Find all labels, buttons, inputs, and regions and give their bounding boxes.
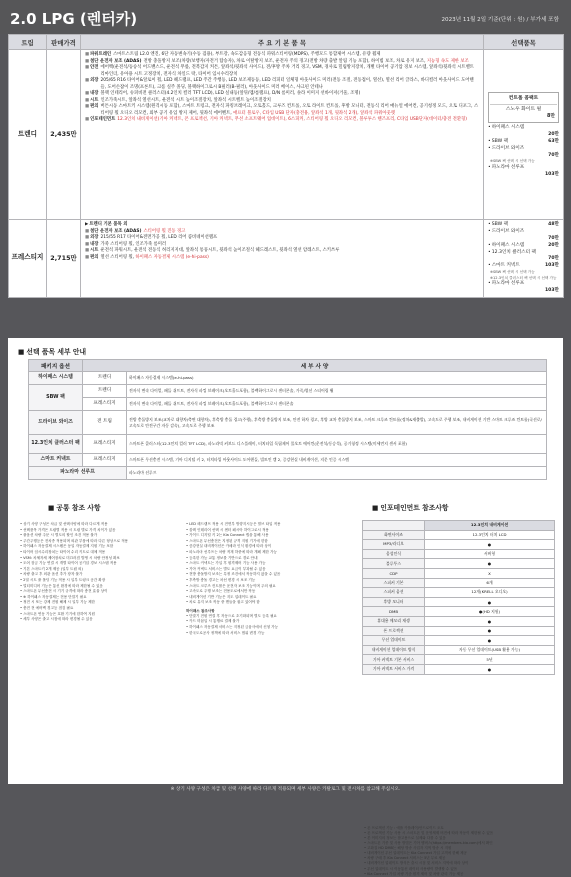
note-item: • VSM: 차체자세 제어장치로 미끄러짐 발생 시 차량 안정성 확보 (20, 556, 180, 561)
trim-specs (81, 220, 484, 298)
spec-value: 5년 (425, 655, 555, 665)
option-item[interactable]: • 드라이브 와이즈 70만 (487, 229, 560, 243)
note-item: • ※ 하이패스 자동결제는 전용 단말기 필요 (20, 595, 180, 600)
note-item: • 블랙 인테리어 선택 시 센터 페시아 하이그로시 적용 (186, 528, 348, 533)
option-color-box[interactable]: 컨트롤 콤팩트 스노우 화이트 펄 8만 (488, 92, 559, 123)
spec-line: ■ 시트 인조가죽시트, 앞좌석 열선시트, 운전석 시트 높이조절장치, 앞좌석 시트벨트 높이조절장치 (85, 98, 479, 105)
table-row (363, 607, 555, 617)
section-title: ■ 선택 품목 세부 안내 (18, 346, 86, 356)
spec-label: 화면사이즈 (363, 530, 425, 540)
col-header-basic-items: 주 요 기 본 품 목 (81, 35, 484, 50)
spec-line: ■ 편의 열선 스티어링 휠, 하이패스 자동결제 시스템 (e-hi-pass) (85, 255, 479, 262)
spec-label: 내비게이션 업데이트 방식 (363, 645, 425, 655)
spec-value: ● (425, 559, 555, 569)
spec-label: 기아 커넥트 기본 서비스 (363, 655, 425, 665)
price-table (8, 34, 564, 298)
col-header-price: 판매가격 (47, 35, 81, 50)
spec-line: ■ 내장 블랙 인테리어, 슈퍼비전 클러스터(4.2인치 컬러 TFT LCD), LED 실내등(앞뒤/맵/룸램프), D/N 룸미러, 솔라 이미지 선바이저(거울, 조명) (85, 91, 479, 98)
option-item[interactable]: • 하이패스 시스템 20만 (487, 125, 560, 139)
option-item[interactable]: • 파노라마 선루프 103만 (487, 281, 560, 295)
note-item: • 하이패스 자동결제 시스템은 동일 자동결제 지원 기능 포함 (20, 544, 180, 549)
note-item: • 내비게이션 업데이트 방식은 출시 시점 및 서비스 지역에 따라 상이 (364, 861, 554, 866)
spec-label: 폰 프로젝션 (363, 626, 425, 636)
table-row (363, 559, 555, 569)
notes-column-2 (186, 522, 348, 636)
note-item: • 충전 전 에어백 경고등 점검 필요 (20, 606, 180, 611)
note-item: • 스마트폰 무선충전 시 기기 규격에 따라 충전 효율 상이 (20, 589, 180, 594)
spec-line: ■ 외장 215/55 R17 타이어&전면가공 휠, LED 리어 콤비네이션램프 (85, 235, 479, 242)
spec-line: ■ 내장 가죽 스티어링 휠, 인조가죽 룸미러 (85, 242, 479, 249)
option-sub-note: ※SBW 팩 선택 시 선택 가능 (490, 270, 535, 275)
spec-label: 스피커 옵션 (363, 588, 425, 598)
spec-value: 6개 (425, 578, 555, 588)
trim-price: 2,435만 (47, 50, 81, 220)
note-item: • 주간주행등은 전차종 적용되며 외관 부품에 따라 다른 형상으로 적용 (20, 539, 180, 544)
note-item: • 본 이미지의 정보는 참고용으로 실제와 다를 수 있음 (364, 836, 554, 841)
spec-value: ●(HD 지원) (425, 607, 555, 617)
note-item: • 증강현실 내비게이션은 카메라 인식 환경에 따라 상이 (186, 544, 348, 549)
spec-value: 자동 무선 업데이트(USB 활용 가능) (425, 645, 555, 655)
note-item: • 스마트폰 연동 기능은 호환 기기에 한하여 지원 (20, 612, 180, 617)
spec-label: MP3/라디오 (363, 540, 425, 550)
option-detail-table (28, 359, 547, 480)
spec-value: 12개(KRELL 오디오) (425, 588, 555, 598)
spec-value: ● (425, 616, 555, 626)
note-item: • 기본 스마트키 2개 제공 (일부 트림 외) (20, 567, 180, 572)
spec-value: 12.3인치 터치 LCD (425, 530, 555, 540)
spec-line: ■ 인포테인먼트 12.3인치 내비게이션(기아 커넥트, 폰 프로젝션, 기아 커넥트, 무선 소프트웨어 업데이트), 6스피커, 스티어링 휠 오디오 리모컨, 블루투스 핸즈프리, C타입 USB단자(데이터/충전 전환형) (85, 117, 479, 124)
spec-label: 휴대용 메모리 재생 (363, 616, 425, 626)
option-item[interactable]: • 드라이브 와이즈 70만 (487, 146, 560, 160)
spec-value: 서버형 (425, 549, 555, 559)
note-item: • 정전 시 또는 강제 전원 해제 시 일부 기능 제한 (20, 600, 180, 605)
note-item: • 한국도로공사 정책에 따라 서비스 범위 변경 가능 (186, 631, 348, 636)
spec-label: 기아 커넥트 서비스 가격 (363, 664, 425, 674)
spec-label: 후방 모니터 (363, 597, 425, 607)
trim-row-trendy (9, 50, 564, 220)
note-item: • 하이패스 자동결제 서비스는 지정된 금융사에서 신청 가능 (186, 625, 348, 630)
table-row: 드라이브 와이즈 전 트림 전방 충돌방지 보조(교차로 대향차/측면 대향차), 후측방 충돌 경고(주행), 후측방 충돌방지 보조, 안전 하차 경고, 후방 교차 충돌방지 보조, 스마트 크루즈 컨트롤(정차&재출발), 고속도로 주행 보조, 내비게이션 기반 스마트 크루즈 컨트롤(곡선로/고속도로 안전구간 자동 감속), 고속도로 주행 보조 (29, 411, 547, 435)
spec-line: ■ 편의 버튼시동 스마트키 시스템(원격시동 포함), 스마트 트렁크, 전자식 파킹브레이크, 오토홀드, 크루즈 컨트롤, 오토 라이트 컨트롤, 후방 모니터, 전동식 리어 매뉴얼 에어컨, 공기청정 모드, 오토 디포그, 스티어링 휠 오디오 리모컨, 외부 공기 유입 방지 제어, 뒷좌석 에어벤트, 애프터 블로우, C타입 USB 단자(충전용, 앞좌석 1개, 뒷좌석 2개), 앞좌석 파워아웃렛 (85, 104, 479, 117)
table-row (363, 568, 555, 578)
table-row (363, 588, 555, 598)
note-item: • 세부 사양은 출고 시점에 따라 변경될 수 있음 (20, 617, 180, 622)
col-header-trim: 트림 (9, 35, 47, 50)
note-item: • 후측방 충돌 경고는 차선 변경 시 보조 기능 (186, 578, 348, 583)
spec-line: ■ 외장 205/65 R16 타이어&알로이 휠, LED 헤드램프, LED 주간 주행등, LED 보조제동등, LED 리피터 일체형 아웃사이드 미러(전동 조절, 전동접이, 열선), 열선 리어 글라스, 바디컬러 아웃사이드 도어핸들, 도어손잡이 조명(프론트), 크롬 실주 몰딩, 블랙하이그로시 B필러(B-필러), 아웃사이드 미러 베이스, 샤크핀 안테나 (85, 78, 479, 91)
spec-label: 음성인식 (363, 549, 425, 559)
notes-subsection-title: 하이패스 참조사항 (186, 608, 215, 613)
table-row (363, 549, 555, 559)
note-item: • 멀티미디어 기능은 통신 환경에 따라 제한될 수 있음 (20, 584, 180, 589)
page-header (0, 0, 571, 34)
table-row (363, 540, 555, 550)
note-item: • 등록한 가능 교통 정보를 기반으로 경로 안내 (186, 556, 348, 561)
option-detail-section (8, 338, 563, 494)
table-row: 스마트 커넥트 프레스티지 스마트폰 무선충전 시스템, 기아 디지털 키 2, 터치타입 아웃사이드 도어핸들, 빌트인 캠 2, 증강현실 내비게이션, 지문 인증 시스템 (29, 454, 547, 467)
table-row (363, 597, 555, 607)
note-item: • 폰 프로젝션 기능 사용 시 스마트폰 및 운영체제 버전에 따라 작동이 제한될 수 있음 (364, 831, 554, 836)
option-sub-note: ※SBW 팩 선택 시 선택 가능 (490, 159, 535, 164)
note-item: • 카드 미삽입 시 통행료 결제 불가 (186, 619, 348, 624)
spec-line: ■ 시트 운전석 파워시트, 운전석 전동식 허리지지대, 앞좌석 통풍시트, 뒷좌석 높이조절식 헤드레스트, 뒷좌석 열선 암레스트, 스키쓰루 (85, 248, 479, 255)
note-item: • 전방 충돌방지 보조는 특정 조건에서 작동하지 않을 수 있음 (186, 572, 348, 577)
spec-line: ■ 파워트레인 스마트스트림 L2.0 엔진, 6단 자동변속기(수동 겸용), 부트강, 속도감응형 전동식 파워스티어링(MDPS), 주행모드 통합제어 시스템, 유량 월제 (85, 52, 479, 59)
note-item: • 2열 시트 풀 폴딩 기능 적용 시 일부 트렁크 공간 확장 (20, 578, 180, 583)
infotainment-header: 12.3인치 내비게이션 (425, 521, 555, 531)
note-item: • 차로 유지 보조 작동 중 핸들을 잡고 있어야 함 (186, 600, 348, 605)
note-item: • Kia Connect 가입 차량 기준 원격 제어 및 차량 관리 기능 제공 (364, 872, 554, 877)
option-item[interactable]: • 스마트 커넥트 103만 (487, 263, 560, 270)
option-item[interactable]: • SBW 팩 63만 (487, 139, 560, 146)
spec-label: 블루투스 (363, 559, 425, 569)
table-row: SBW 팩 트렌디 전자식 변속 다이얼, 패들 쉬프트, 전자식 파킹 브레이크(오토홀드포함), 블랙하이그로시 센터콘솔, 가죽/열선 스티어링 휠 (29, 385, 547, 398)
table-row (363, 636, 555, 646)
spec-line: ■ 첨단 운전자 보조 (ADAS) 전방 충돌방지 보조(차량/보행자/자전거 탑승자), 차로 이탈방지 보조, 운전자 주의 경고(전방 차량 출발 알림 기능 포함), 하이빔 보조, 차로 유지 보조, 지능형 속도 제한 보조 (85, 59, 479, 66)
table-row: 하이패스 시스템 트렌디 하이패스 자동결제 시스템(e-hi-pass) (29, 372, 547, 385)
note-item: • 도어 잠금 기능 연결 시 개별 타이어 공기압 경보 시스템 적용 (20, 561, 180, 566)
trim-price: 2,715만 (47, 220, 81, 298)
table-row (363, 578, 555, 588)
spec-value: ● (425, 636, 555, 646)
note-item: • 스마트 크루즈 컨트롤은 운전자 보조 기능이며 주의 필요 (186, 584, 348, 589)
infotainment-notes (364, 826, 554, 877)
note-item: • 차량 출고 후 외관 옵션 추가 장착 불가 (20, 572, 180, 577)
option-item[interactable]: • SBW 팩 48만 (487, 222, 560, 229)
table-row (363, 655, 555, 665)
note-item: • 타이어 임시수리장치는 타이어 수리 키트로 대체 적용 (20, 550, 180, 555)
trim-options (484, 50, 564, 220)
table-row (363, 664, 555, 674)
col-header-package: 패키지 옵션 (29, 360, 83, 372)
trim-name: 트렌디 (9, 50, 47, 220)
note-item: • 가이드 디지털 키 2는 Kia Connect 앱을 통해 사용 (186, 533, 348, 538)
spec-value: X (425, 568, 555, 578)
trim-name: 프레스티지 (9, 220, 47, 298)
trim-row-prestige (9, 220, 564, 298)
footer-note: ※ 상기 사양 구성은 차급 및 선택 사양에 따라 다르게 적용되며 세부 사양은 카탈로그 및 전시차를 참고해 주십시오. (170, 787, 401, 792)
trim-specs (81, 50, 484, 220)
note-item: • 스마트폰 기종 및 사용 방법은 기아 멤버스(https://members.kia.com)에서 확인 (364, 841, 554, 846)
trim-options (484, 220, 564, 298)
note-item: • 스마트 커넥트는 가입 후 원격제어 기능 사용 가능 (186, 561, 348, 566)
trim-intro: ▶ 트렌디 기본 품목 외 (85, 222, 479, 229)
note-item: • 상기 사양 구성은 차급 및 선택사양에 따라 다르게 적용 (20, 522, 180, 527)
page-title: 2.0 LPG (렌터카) (10, 10, 138, 28)
table-row: 프레스티지 전자식 변속 다이얼, 패들 쉬프트, 전자식 파킹 브레이크(오토홀드포함), 블랙하이그로시 센터콘솔 (29, 398, 547, 411)
note-item: • 기아 커넥트 서비스는 별도 요금이 부과될 수 있음 (186, 567, 348, 572)
spec-label: CDP (363, 568, 425, 578)
table-row (363, 645, 555, 655)
spec-value: ● (425, 540, 555, 550)
option-item[interactable]: • 12.3인치 클러스터 팩 70만 (487, 250, 560, 264)
common-notes-title: ■ 공통 참조 사항 (48, 502, 101, 512)
note-item: • LED 헤드램프 적용 시 전면부 방향지시등은 벌브 타입 적용 (186, 522, 348, 527)
option-item[interactable]: • 하이패스 시스템 20만 (487, 243, 560, 250)
spec-line: ■ 안전 에어백(운전석/동승석 어드밴스드, 운전석 무릎, 전복감지 커튼, 앞좌석/뒷좌석 사이드), 전/후방 주차 거리 경고, VSM, 경사로 밀림방지장치, 개별 타이어 공기압 경보 시스템, 앞좌석/뒷좌석 시트벨트 리마인더, 유아용 시트 고정장치, 전자식 차일드 락, 타이어 임시수리장치 (85, 65, 479, 78)
spec-value: ● (425, 664, 555, 674)
spec-value: ● (425, 597, 555, 607)
option-item[interactable]: • 파노라마 선루프 103만 (487, 165, 560, 179)
spec-label: 스피커 기본 (363, 578, 425, 588)
date-note: 2023년 11월 2일 기준(단위 : 원) / 부가세 포함 (441, 17, 559, 23)
note-item: • 무선 업데이트 시 이동통신 데이터 사용량이 발생할 수 있음 (364, 867, 554, 872)
option-sub-note: ※12.3인치 클러스터 팩 선택 시 선택 가능 (490, 275, 557, 280)
table-row (363, 626, 555, 636)
note-item: • 폰 프로젝션 기능 : 애플 카플레이/안드로이드 오토 (364, 826, 554, 831)
note-item: • 스마트폰 무선충전은 지정된 규격 지원 기기에 한함 (186, 539, 348, 544)
note-item: • 내비게이션 기반 기능은 지도 업데이트 필요 (186, 595, 348, 600)
table-row (363, 616, 555, 626)
table-row (363, 530, 555, 540)
note-item: • 차량 구매 후 Kia Connect 서비스는 5년 무료 제공 (364, 856, 554, 861)
notes-column-1 (20, 522, 180, 623)
table-row: 파노라마 선루프 파노라마 선루프 (29, 467, 547, 480)
spec-value: ● (425, 626, 555, 636)
infotainment-title: ■ 인포테인먼트 참조사항 (372, 502, 448, 512)
col-header-options: 선택품목 (484, 35, 564, 50)
spec-label: DMB (363, 607, 425, 617)
spec-line: ■ 첨단 운전자 보조 (ADAS) 스티어링 휠 진동 경고 (85, 229, 479, 236)
note-item: • 선택품목 가격은 트림별 적용 시 트림 별로 가격 차이가 있음 (20, 528, 180, 533)
spec-label: 무선 업데이트 (363, 636, 425, 646)
note-item: • 풀옵션 차량 주문 시 별도의 할인 조건 적용 불가 (20, 533, 180, 538)
note-item: • 내비게이션 무선 업데이트는 Kia Connect 가입 고객에 한해 제공 (364, 851, 554, 856)
note-item: • 파노라마 선루프는 차량 적재 하중에 따라 개폐 제한 가능 (186, 550, 348, 555)
table-row: 12.3인치 클러스터 팩 프레스티지 스마트폰 클러스터(12.3인치 컬러 TFT LCD), 파노라믹 커브드 디스플레이, 터치타입 독립제어 풀오토 에어컨(운전석/동승석), 공기청정 시스템(미세먼지 센서 포함) (29, 435, 547, 454)
note-item: • 단말기 전원 연결 후 자동으로 초기화되며 별도 등록 필요 (186, 614, 348, 619)
col-header-spec: 세 부 사 양 (83, 360, 547, 372)
infotainment-table (362, 520, 555, 675)
note-item: • 고화질 HD DMB는 해당 방송 사업자 지역 방송 시 지원 (364, 846, 554, 851)
note-item: • 고속도로 주행 보조는 전용도로에서만 작동 (186, 589, 348, 594)
